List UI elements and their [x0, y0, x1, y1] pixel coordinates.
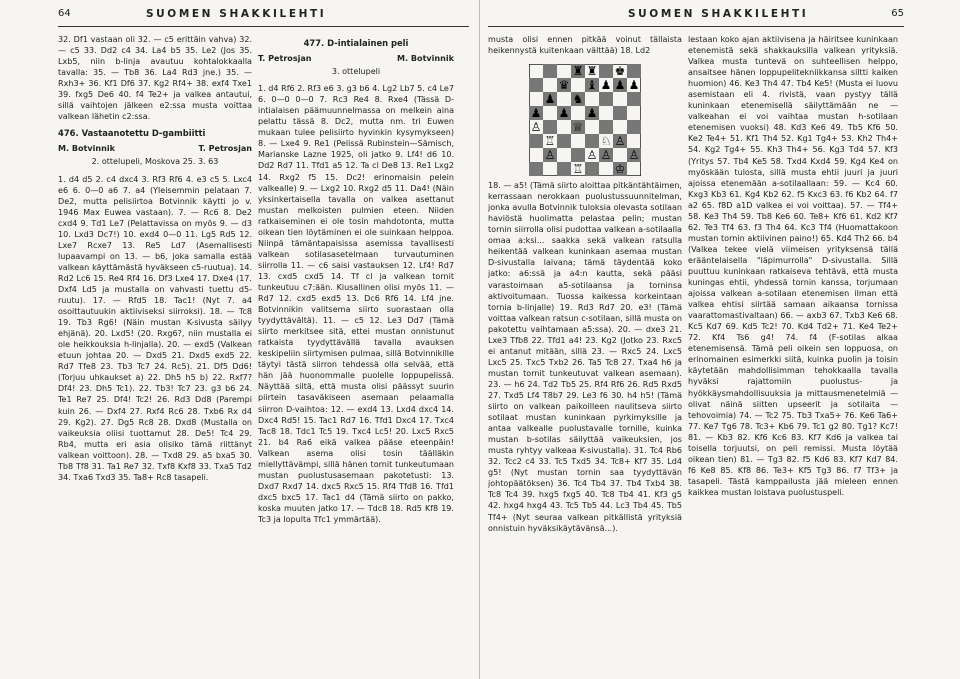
right-column-1 [488, 34, 682, 675]
white-knight-piece: ♘ [600, 134, 612, 149]
left-column-2 [258, 34, 454, 675]
game-477-black-player: M. Botvinnik [397, 54, 454, 64]
right-page [480, 0, 960, 679]
white-rook-piece: ♖ [572, 162, 584, 177]
black-rook-piece: ♜ [572, 64, 584, 79]
game-476-heading: 476. Vastaanotettu D-gambiitti [58, 128, 206, 139]
black-knight-piece: ♞ [572, 92, 584, 107]
right-col2-analysis: lestaan koko ajan aktiivisena ja häiritsee kuninkaan etenemistä sekä shakkauksilla valkean yrityksiä. Valkea musta tuntevä on suhteellisen helppo, ansaitsee hänen loppupelitekniikkansa siltti kaiken huomion) 46. Ke3 Th4 47. Tb4 Ke5! (Musta ei luovu asemistaan eli 4. rivistä, vaan pystyy tällä kuninkaan etenemisellä säilyttämään ne — valkeahan ei voi vaihtaa mustan h-sotilaan etenemisen vuoksi) 48. Kd3 Ke6 49. Tb5 Kf6 50. Ke2 Te4+ 51. Kf1 Th4 52. Kg1 Tg4+ 53. Kh2 Th4+ 54. Kg2 Tg4+ 55. Kh3 Th4+ 56. Kg3 Td4 57. Kf3 (Yritys 57. Tb4 Ke5 58. Txd4 Kxd4 59. Kg4 Ke4 on myöskään tulosta, sillä musta ehtii juuri ja juuri ajoissa etenemään a-sotilaallaan: 59. — Kc4 60. Kxg3 Kb3 61. Kg4 Kb2 62. f5 Kxc3 63. f6 Kb2 64. f7 a2 65. f8D a1D valkea ei voi voittaa). 57. — Tf4+ 58. Ke3 Th4 59. Tb8 Ke6 60. Te8+ Kf6 61. Kd2 Kf7 62. Te3 Tf4 63. f3 Th4 64. Kc3 Tf4 (Huomattakoon mustan tornin aktiivinen paino!) 65. Kd4 Th2 66. b4 (Valkea tekee vielä viimeisen yrityksensä tällä erääntelaisella "läpimurrolla" D-sivustalla. Sillä puuttuu kuninkaan ratkaiseva tehtävä, että musta kuningas ehtii, yhdessä tornin kanssa, torjumaan ajoissa valkean a-sotilaan etenemisen ilman että valkea ehtisi siirtää samaan aikaansa tornissa vaarattomastivaltaan) 66. — axb3 67. Txb3 Ke6 68. Kc5 Kd7 69. Kd5 Tc2! 70. Kd4 Td2+ 71. Ke4 Te2+ 72. Kf4 Ts6 g4! 74. f4 (F-sotilas alkaa etenemisensä. Tämä peli oikein sen loppuosa, on erinomainen esimerkki siitä, kuinka puolin ja toisin käytetään mahdollisimman tehokkaalla tavalla hyväksi rajattomiin puolustus- ja hyökkäysmahdollisuuksia ja mittausmenetelmiä — olivat näinä siitten upseerit ja sotilaita — tehovoimia) 74. — Tc2 75. Tb3 Txa5+ 76. Ke6 Ta6+ 77. Ke7 Tg6 78. Tc3+ Kb6 79. Tc1 g2 80. Tg1? Kc7! 81. — Kb3 82. Kf6 Kc6 83. Kf7 Kd6 ja valkea tai toisella torjuutsi, on peli remissi. Musta löytää oikean tien) 81. — Tg3 82. f5 Kd6 83. Kf7 Kd7 84. f6 Ke8 85. Kf8 86. Te3+ Kf5 Tg3 86. f7 Tf3+ ja tasapeli. Tästä kamppailusta jää mieleen ennen kaikkea mustan loistava puolustuspeli. [688, 35, 898, 497]
black-pawn-piece: ♟ [530, 106, 542, 121]
black-pawn-piece: ♟ [544, 92, 556, 107]
black-queen-piece: ♛ [558, 78, 570, 93]
game-476-event: 2. ottelupeli, Moskova 25. 3. 63 [91, 157, 219, 167]
game-477-white-player: T. Petrosjan [258, 54, 312, 64]
game-477-event: 3. ottelupeli [331, 67, 381, 77]
left-column-1 [58, 34, 252, 675]
white-pawn-piece: ♙ [544, 148, 556, 163]
left-running-title: SUOMEN SHAKKILEHTI [146, 8, 327, 20]
game-476-players [58, 143, 252, 154]
black-rook-piece: ♜ [586, 64, 598, 79]
black-pawn-piece: ♟ [614, 78, 626, 93]
black-pawn-piece: ♟ [586, 106, 598, 121]
game-477-players [258, 53, 454, 64]
white-queen-piece: ♕ [572, 120, 584, 135]
white-pawn-piece: ♙ [530, 120, 542, 135]
black-pawn-piece: ♟ [558, 106, 570, 121]
white-pawn-piece: ♙ [586, 148, 598, 163]
chess-diagram [529, 64, 641, 176]
right-running-title: SUOMEN SHAKKILEHTI [628, 8, 809, 20]
black-pawn-piece: ♟ [628, 78, 640, 93]
black-bishop-piece: ♝ [586, 78, 598, 93]
right-col1-analysis: 18. — a5! (Tämä siirto aloittaa pitkäntähtäimen, kerrassaan nerokkaan puolustussuunnitelman, jonka avulla Botvinnik tuloksia olevasta sotilaan haviöstä huolimatta pelastaa pelin; mustan tornin siirrolla olisi pudottaa valkean a-sotilaalla omaa a:ksi... saakka sekä valkean ratsulla heikentää valkean kuninkaan asemaa mustan D-sivustalla laivana; tämä täydentää koko jatko: a6:ssä ja a4:n kautta, sekä pääsi varastoimaan a5-sotilaansa ja torninsa aktivoitumaan. Tuossa kaikessa korkeintaan tornia b-linjalle) 19. Rd3 Rd7 20. e3! (Tämä voittaa valkean ratsun c-sotilaan, sillä musta on pakotettu vaihtamaan a5:ssa). 20. — dxe3 21. Lxe3 Tfb8 22. Tfd1 a4! 23. Kg2 (Jotko 23. Rxc5 ei antanut mitään, sillä 23. — Rxc5 24. Lxc5 Lxc5 25. Txc5 Txb2 26. Ta5 Tc8 27. Txa4 h6 ja mustan tornit tunkeutuvat valkean asemaan). 23. — h6 24. Td2 Tb5 25. Rf4 Rf6 26. Rd5 Rxd5 27. Txd5 Lf4 T8b7 29. Le3 f6 30. h4 h5! (Tämä siirto on valkean paikoilleen naulitseva siirto sotilaat mustan kuninkaan pyrkimyksille ja antaa valkealle puolustavalle tornille, kuinka mustan b-sotilas säilyttää vaikeuksien, jos musta ryhtyy valkeaa K-sivustalla). 31. Tc4 Rb6 32. Tcc2 c4 33. Tc5 Txd5 34. Tc8+ Kf7 35. Ld4 g5! (Nyt mustan tornin saa tyydyttävän johtopäätöksen) 36. Tc4 Tb4 37. Tb4 Txb4 38. Tc8 Tc4 39. hxg5 fxg5 40. Tc8 Tb4 41. Kf3 g5 42. hxg4 hxg4 43. Tc5 Tb5 44. Lc3 Tb4 45. Tb5 Tf4+ (Nyt seuraa valkean pitkällistä yrityksiä onnistuin hyväksikäytävänsä...). [488, 181, 682, 533]
black-pawn-piece: ♟ [600, 78, 612, 93]
game-476-white-player: M. Botvinnik [58, 144, 115, 154]
white-pawn-piece: ♙ [600, 148, 612, 163]
game-476-black-player: T. Petrosjan [198, 144, 252, 154]
right-column-2 [688, 34, 898, 675]
white-pawn-piece: ♙ [628, 148, 640, 163]
right-col1-intro: musta olisi ennen pitkää voinut tällaista heikennystä kuitenkaan välttää) 18. Ld2 [488, 35, 682, 56]
right-running-head [488, 6, 904, 27]
black-king-piece: ♚ [614, 64, 626, 79]
left-col1-paragraph: 32. Df1 vastaan oli 32. — c5 erittäin vahva) 32. — c5 33. Dd2 c4 34. La4 b5 35. Le2 (Jos 35. Lxb5, niin b-linja avautuu kohtalokkaalla tavalla: 35. — Tb8 36. La4 Rd3 jne.) 35. — Rxh3+ 36. Kf1 Df6 37. Kg2 Rf4+ 38. exf4 Txe1 39. fxg5 De6 40. f4 Te2+ ja valkea antautui, sillä vaihtojen jälkeen e2:ssa musta voittaa valkean lähetin c2:ssa. [58, 35, 252, 122]
right-page-number: 65 [891, 8, 904, 19]
white-pawn-piece: ♙ [614, 134, 626, 149]
game-477-heading: 477. D-intialainen peli [303, 38, 409, 48]
game-477-moves: 1. d4 Rf6 2. Rf3 e6 3. g3 b6 4. Lg2 Lb7 5. c4 Le7 6. 0—0 0—0 7. Rc3 Re4 8. Rxe4 (Tässä D-intialaisen päämuunnelmassa on melkein aina pelattu tässä 8. Dc2, mutta nm. tri Euwen mukaan tulee pelisiirto hyvinkin kysymykseen) 8. — Lxe4 9. Re1 (Pelissä Rubinstein—Sämisch, Marianske Lazne 1925, oli jatko 9. Lf4! d6 10. Dd2 Rd7 11. Tfd1 a5 12. Ta cl De8 13. Re1 Lxg2 14. Rxg2 f5 15. Dc2! erinomaisin pelein valkealle) 9. — Lxg2 10. Rxg2 d5 11. Da4! (Näin yksinkertaisella tavalla on valkea asettanut mustan melkoisten pulmien eteen. Niiden ratkaiseminen ei ole tosin mahdotonta, mutta oikean tien löytäminen ei ole suinkaan helppoa. Niinpä tämäntapaisissa asemissa tavallisesti valkean sotilasasetelmaan turvautuminen siirrolla 11. — c6 saisi vastauksen 12. Lf4! Rd7 13. cxd5 cxd5 14. Tf cl ja valkean tornit tunkeutuu c7:ään. Kiusallinen olisi myös 11. — Rd7 12. cxd5 exd5 13. Dc6 Rf6 14. Lf4 jne. Botvinnikin valitsema siirto suorastaan olla tyydyttävältä). 11. — c5 12. Le3 Dd7 (Tämä siirto merkitsee sitä, ettei mustan onnistunut ratkaista tyydyttävällä tavalla avauksen keskipeliin siirtymisen pulmaa, sillä Botvinnikille täytyi tästä siirron tehdessä olla selvää, että hän jää huonommalle puolelle loppupelissä. Näyttää siltä, että musta olisi päässyt suurin piirtein tasaväkiseen asemaan pelaamalla siirron D-vaihtoa: 12. — exd4 13. Lxd4 dxc4 14. Dxc4 Rd5! 15. Tac1 Rd7 16. Tfd1 Dxc4 17. Txc4 Tac8 18. Tdc1 Tc5 19. Txc4 Lc5! 20. Lxc5 Rxc5 21. b4 Ra6 eikä valkea pääse eteenpäin! Valkean asema olisi tosin täälläkin miellyttävämpi, sillä hänen tornit tunkeutumaan mustan puolustusasemaan pakotetusti: 13. Dxd7 Rxd7 14. dxc5 Rxc5 15. Rf4 Tfd8 16. Tfd1 dxc5 bxc5 17. Tac1 d4 (Tämä siirto on pakko, koska muuten jatko 17. — Tdc8 18. Rd5 Kf8 19. Tc3 ja lopulta Tfc1 ymmärtää). [258, 84, 454, 524]
white-rook-piece: ♖ [544, 134, 556, 149]
white-king-piece: ♔ [614, 162, 626, 177]
left-running-head [58, 6, 469, 27]
game-476-moves: 1. d4 d5 2. c4 dxc4 3. Rf3 Rf6 4. e3 c5 5. Lxc4 e6 6. 0—0 a6 7. a4 (Yleisemmin pelataan 7. De2, mutta pelisiirtoa Botvinnik käytti jo v. 1946 Max Euwea vastaan). 7. — Rc6 8. De2 cxd4 9. Td1 Le7 (Pelattavissa on myös 9. — d3 10. Lxd3 Dc7!) 10. exd4 0—0 11. Lg5 Rd5 12. Lxe7 Rcxe7 13. Re5 Ld7 (Asemallisesti lupaavampi on 13. — b6, joka samalla estää valkean käyttämästä hyväkseen c5-ruutua). 14. Rd2 Lc6 15. Re4 Rf4 16. Df3 Lxe4 17. Dxe4 (17. Dxf4 Ld5 ja mustalla on vahvasti tuettu d5-ruutu). 17. — Rfd5 18. Tac1! (Nyt 7. a4 osoittautuukin aktiiviseksi siirroksi). 18. — Tc8 19. Tb3 Rg6! (Näin mustan K-sivusta säilyy ehjänä). 20. Lxd5! (20. Rxg6?, niin mustalla ei ole heikkouksia h-linjalla). 20. — exd5 (Valkean etuun johtaa 20. — Dxd5 21. Dxd5 exd5 22. Rd7 Tfe8 23. Tb3 Tc7 24. Rc5). 21. Df5 Dd6! (Torjuu uhkaukset a) 22. Dh5 h5 b) 22. Rxf7? Df4! 23. Dh5 Tc1). 22. Tb3! Tc7 23. g3 b6 24. Te1 Re7 25. Df4! Tc2! 26. Rd3 Dd8 (Parempi kuin 26. — Dxf4 27. Rxf4 Rc6 28. Txb6 Rx d4 29. Kg2). 27. Dg5 Rc8 28. Dxd8 (Mustalla on vaikeuksia oliisi tuottamut 28. De5! Tc4 29. Rb4, mutta eri asia olisiko tämä riittänyt valkean voittoon). 28. — Txd8 29. a5 bxa5 30. Tb8 Tf8 31. Ta1 Re7 32. Txf8 Kxf8 33. Txa5 Td2 34. Txa6 Txd3 35. Ta8+ Rc8 tasapeli. [58, 174, 252, 482]
left-page-number: 64 [58, 8, 71, 19]
